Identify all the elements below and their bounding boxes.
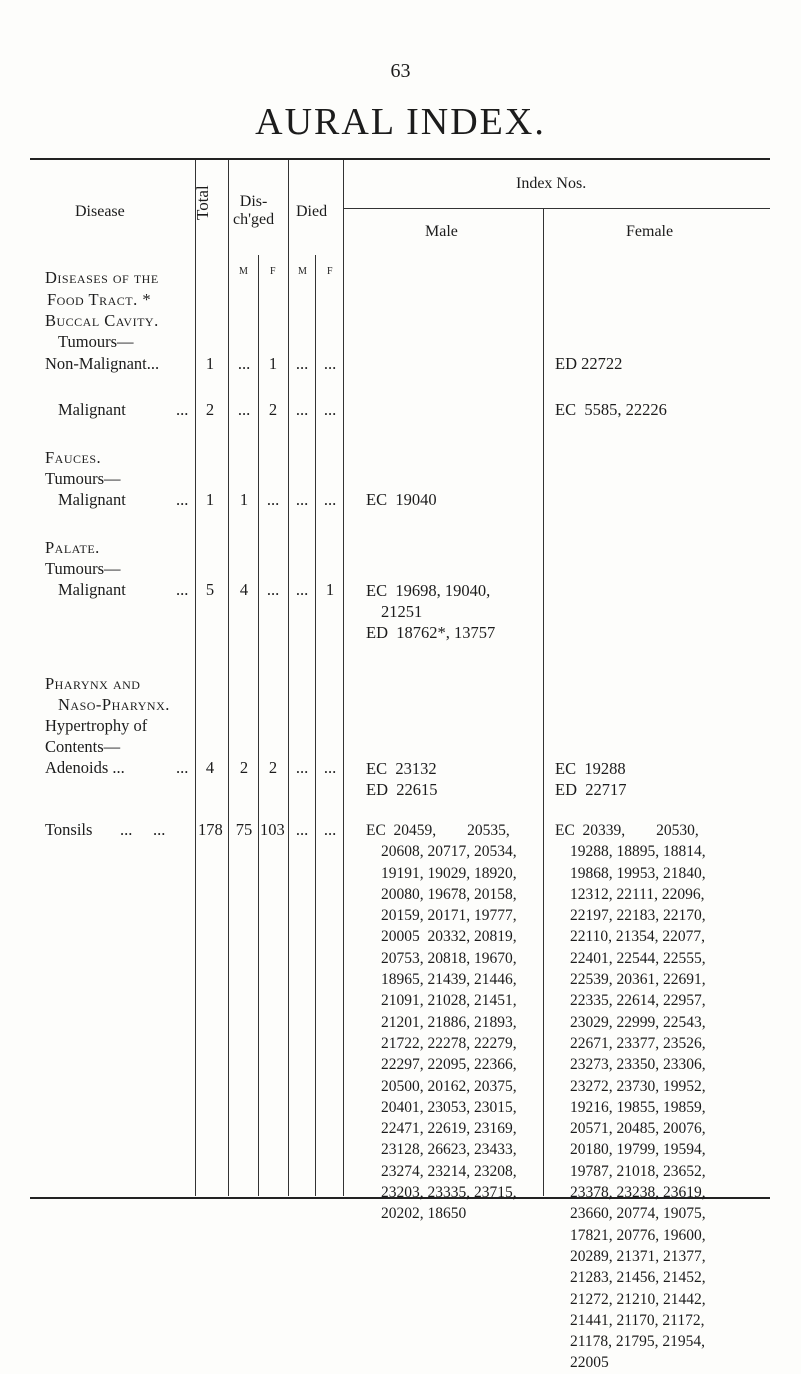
section-palate-tumours: Tumours— [45,559,121,578]
col-line-died-mid [315,255,316,1196]
row-tonsils-died-m: ... [295,820,309,839]
row-palate-malignant-died-m: ... [295,580,309,599]
row-tonsils-dis-f: 103 [260,820,285,839]
section-buccal-tumours: Tumours— [58,332,134,351]
row-adenoids-dis-m: 2 [239,758,249,777]
row-tonsils-dots: ... ... [120,820,166,839]
row-buccal-malignant-died-f: ... [323,400,337,419]
row-tonsils-female: EC 20339, 20530, 19288, 18895, 18814, 19868, 19953, 21840, 12312, 22111, 22096, 22197, 22183, 22170, 22110, 21354, 22077, 22401, 22544, 22555, 22539, 20361, 22691, 22335, 22614, 22957, 23029, 22999, 22543, 22671, 23377, 23526, 23273, 23350, 23306, 23272, 23730, 19952, 19216, 19855, 19859, 20571, 20485, 20076, 20180, 19799, 19594, 19787, 21018, 23652, 23378, 23238, 23619, 23660, 20774, 19075, 17821, 20776, 19600, 20289, 21371, 21377, 21283, 21456, 21452, 21272, 21210, 21442, 21441, 21170, 21172, 21178, 21795, 21954, 22005 [555,822,706,1372]
header-dis-m: M [239,266,248,277]
col-line-dis-left [228,160,229,1196]
row-palate-malignant-male: EC 19698, 19040, 21251 ED 18762*, 13757 [366,581,496,642]
section-fauces: Fauces. [45,448,102,467]
row-nonmalignant-female: ED 22722 [555,354,623,373]
row-fauces-malignant-died-f: ... [323,490,337,509]
row-tonsils-male: EC 20459, 20535, 20608, 20717, 20534, 19191, 19029, 18920, 20080, 19678, 20158, 20159, 20171, 19777, 20005 20332, 20819, 20753, 20818, 19670, 18965, 21439, 21446, 21091, 21028, 21451, 21201, 21886, 21893, 21722, 22278, 22279, 22297, 22095, 22366, 20500, 20162, 20375, 20401, 23053, 23015, 22471, 22619, 23169, 23128, 26623, 23433, 23274, 23214, 23208, 23203, 23335, 23715, 20202, 18650 [366,822,517,1223]
header-died-f: F [327,266,333,277]
row-palate-malignant-total: 5 [205,580,215,599]
header-discharged: Dis- ch'ged [233,193,275,228]
row-tonsils-total: 178 [198,820,223,839]
section-contents: Contents— [45,737,121,756]
row-adenoids-died-m: ... [295,758,309,777]
row-nonmalignant-disease: Non-Malignant... [45,354,160,373]
row-adenoids-dis-f: 2 [268,758,278,777]
row-fauces-malignant-disease: Malignant [58,490,126,509]
header-index-nos: Index Nos. [516,175,587,192]
row-palate-malignant-dots: ... [176,580,189,599]
row-nonmalignant-dis-f: 1 [268,354,278,373]
row-buccal-malignant-female: EC 5585, 22226 [555,400,667,419]
col-line-male-female [543,208,544,1196]
section-hypertrophy: Hypertrophy of [45,716,148,735]
section-fauces-tumours: Tumours— [45,469,121,488]
row-palate-malignant-died-f: 1 [325,580,335,599]
row-buccal-malignant-died-m: ... [295,400,309,419]
row-adenoids-female: EC 19288 ED 22717 [555,759,627,799]
row-adenoids-total: 4 [205,758,215,777]
row-buccal-malignant-dots: ... [176,400,189,419]
row-fauces-malignant-male: EC 19040 [366,490,437,509]
row-adenoids-died-f: ... [323,758,337,777]
row-nonmalignant-died-f: ... [323,354,337,373]
section-diseases-of-the: Diseases of the [45,268,159,287]
col-line-total-left [195,160,196,1196]
section-pharynx: Pharynx and [45,674,141,693]
row-nonmalignant-dis-m: ... [237,354,251,373]
page-number: 63 [390,60,411,82]
row-buccal-malignant-disease: Malignant [58,400,126,419]
row-tonsils-died-f: ... [323,820,337,839]
header-total: Total [193,185,212,220]
header-disease: Disease [75,203,125,220]
section-buccal-cavity: Buccal Cavity. [45,311,159,330]
row-fauces-malignant-dis-m: 1 [239,490,249,509]
col-line-dis-mid [258,255,259,1196]
header-died-m: M [298,266,307,277]
row-buccal-malignant-dis-m: ... [237,400,251,419]
header-male: Male [425,223,458,240]
row-nonmalignant-total: 1 [205,354,215,373]
top-rule [30,158,770,160]
header-female: Female [626,223,674,240]
row-fauces-malignant-died-m: ... [295,490,309,509]
row-adenoids-male: EC 23132 ED 22615 [366,759,438,799]
row-tonsils-dis-m: 75 [235,820,253,839]
row-palate-malignant-dis-m: 4 [239,580,249,599]
row-fauces-malignant-total: 1 [205,490,215,509]
section-palate: Palate. [45,538,100,557]
row-fauces-malignant-dis-f: ... [266,490,280,509]
row-palate-malignant-dis-f: ... [266,580,280,599]
row-fauces-malignant-dots: ... [176,490,189,509]
page-title: AURAL INDEX. [255,101,546,143]
row-buccal-malignant-total: 2 [205,400,215,419]
row-tonsils-disease: Tonsils [45,820,93,839]
row-nonmalignant-died-m: ... [295,354,309,373]
row-adenoids-dots: ... [176,758,189,777]
row-palate-malignant-disease: Malignant [58,580,126,599]
index-subheader-rule [343,208,770,209]
section-food-tract: Food Tract. * [47,290,152,309]
row-adenoids-disease: Adenoids ... [45,758,125,777]
header-dis-f: F [270,266,276,277]
col-line-died-left [288,160,289,1196]
row-buccal-malignant-dis-f: 2 [268,400,278,419]
header-died: Died [296,203,328,220]
section-naso-pharynx: Naso-Pharynx. [58,695,170,714]
col-line-index-left [343,160,344,1196]
